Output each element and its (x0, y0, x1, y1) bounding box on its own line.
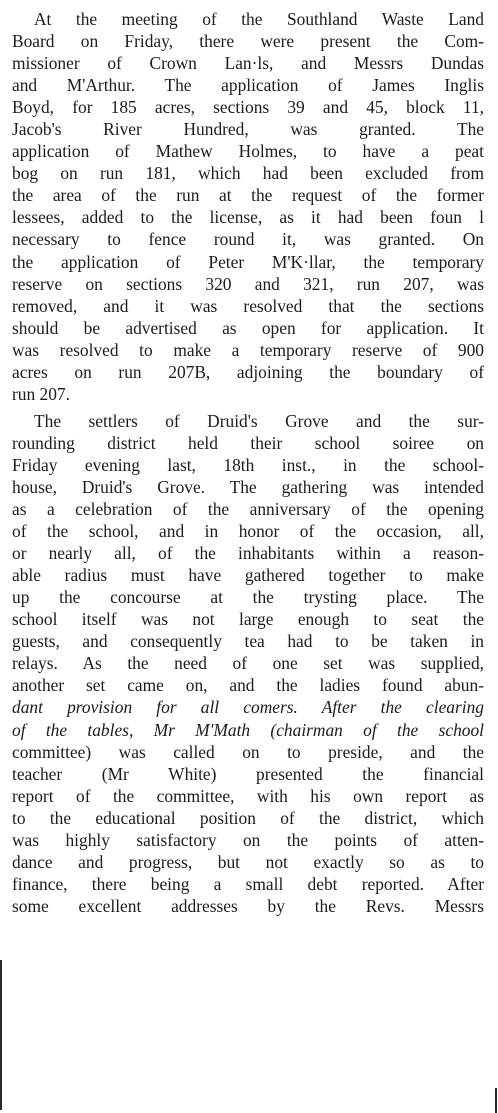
text-line: application of Mathew Holmes, to have a peat (12, 141, 484, 162)
text-line: committee) was called on to preside, and the (12, 741, 484, 762)
text-line: as a celebration of the anniversary of the opening (12, 499, 484, 520)
text-line: lessees, added to the license, as it had been foun l (12, 207, 484, 228)
text-line: of the school, and in honor of the occasion, all, (12, 521, 484, 542)
text-line: some excellent addresses by the Revs. Messrs (12, 895, 484, 916)
left-margin-rule (0, 960, 2, 1110)
text-line: the application of Peter M'K·llar, the temporary (12, 251, 484, 272)
text-line: bog on run 181, which had been excluded from (12, 163, 484, 184)
text-line: school itself was not large enough to seat the (12, 609, 484, 630)
paragraph-school-soiree (12, 410, 484, 917)
text-line: run 207. (12, 383, 70, 404)
text-line: should be advertised as open for application. It (12, 317, 484, 338)
text-line: was resolved to make a temporary reserve of 900 (12, 339, 484, 360)
text-line: At the meeting of the Southland Waste Land (34, 9, 484, 29)
text-line: necessary to fence round it, was granted. On (12, 229, 484, 250)
text-line: missioner of Crown Lan·ls, and Messrs Dundas (12, 53, 484, 74)
text-line: up the concourse at the trysting place. The (12, 587, 484, 608)
text-line: Boyd, for 185 acres, sections 39 and 45, block 11, (12, 97, 484, 118)
article-column (12, 8, 484, 917)
text-line: Board on Friday, there were present the Com- (12, 31, 484, 52)
text-line: and M'Arthur. The application of James Inglis (12, 75, 484, 96)
text-line: reserve on sections 320 and 321, run 207, was (12, 273, 484, 294)
text-line: or nearly all, of the inhabitants within a reason- (12, 543, 484, 564)
text-line: removed, and it was resolved that the sections (12, 295, 484, 316)
text-line: dant provision for all comers. After the clearing (12, 697, 484, 718)
text-line: acres on run 207B, adjoining the boundary of (12, 361, 484, 382)
text-line: of the tables, Mr M'Math (chairman of the school (12, 719, 484, 740)
text-line: was highly satisfactory on the points of atten- (12, 829, 484, 850)
text-line: Friday evening last, 18th inst., in the school- (12, 454, 484, 475)
text-line: Jacob's River Hundred, was granted. The (12, 119, 484, 140)
text-line: The settlers of Druid's Grove and the sur- (34, 410, 484, 431)
paragraph-waste-land-board (12, 8, 484, 405)
text-line: teacher (Mr White) presented the financial (12, 763, 484, 784)
text-line: able radius must have gathered together to make (12, 565, 484, 586)
text-line: to the educational position of the district, which (12, 807, 484, 828)
text-line: the area of the run at the request of the former (12, 185, 484, 206)
text-line: finance, there being a small debt reported. After (12, 873, 484, 894)
text-line: another set came on, and the ladies found abun- (12, 675, 484, 696)
text-line: report of the committee, with his own report as (12, 785, 484, 806)
text-line: rounding district held their school soiree on (12, 432, 484, 453)
text-line: house, Druid's Grove. The gathering was intended (12, 476, 484, 497)
right-margin-rule (495, 1088, 497, 1113)
text-line: dance and progress, but not exactly so as to (12, 851, 484, 872)
text-line: guests, and consequently tea had to be taken in (12, 631, 484, 652)
text-line: relays. As the need of one set was supplied, (12, 653, 484, 674)
